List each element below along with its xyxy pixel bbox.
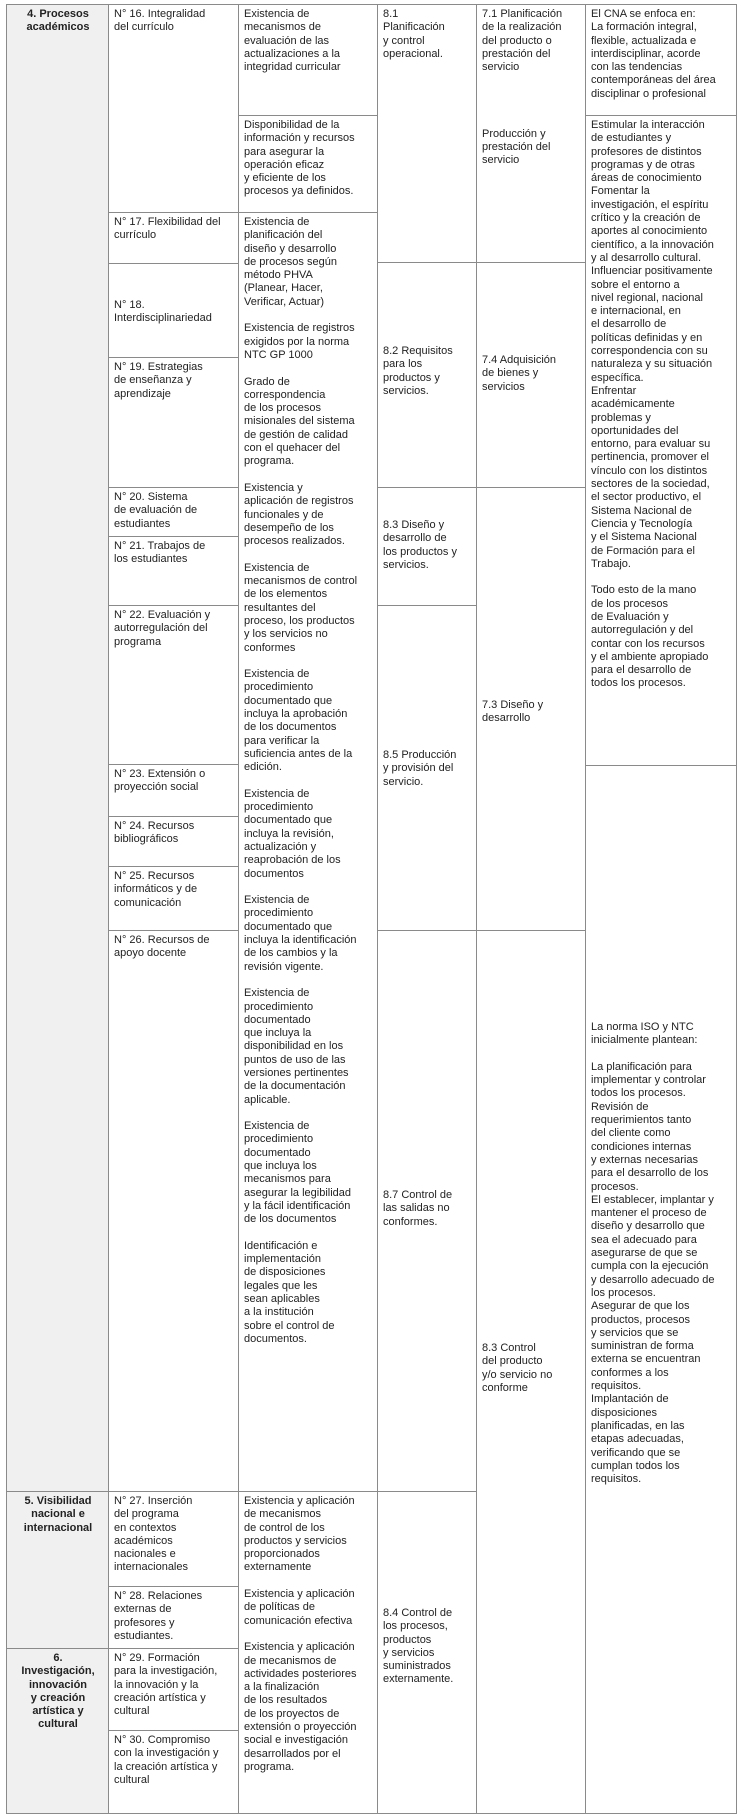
evidence-cell-2 <box>238 115 378 213</box>
factor-cell-investigacion <box>6 1648 109 1814</box>
evidence-text: Existencia de planificación del diseño y desarrollo de procesos según método PHVA (Planear, Hacer, Verificar, Actuar) Existencia de registros exigidos por la norma NTC GP 1000 Grado de correspondencia de los procesos misionales del sistema de gestión de calidad con el quehacer del programa. Existencia y aplicación de registros funcionales y de desempeño de los procesos realizados. Existencia de mecanismos de control de los elementos resultantes del proceso, los productos y los servicios no conformes Existencia de procedimiento documentado que incluya la aprobación de los documentos para verificar la suficiencia antes de la edición. Existencia de procedimiento documentado que incluya la revisión, actualización y reaprobación de los documentos Existencia de procedimiento documentado que incluya la identificación de los cambios y la revisión vigente. Existencia de procedimiento documentado que incluya la disponibilidad en los puntos de uso de las versiones pertinentes de la documentación aplicable. Existencia de procedimiento documentado que incluya los mecanismos para asegurar la legibilidad y la fácil identificación de los documentos Identificación e implementación de disposiciones legales que les sean aplicables a la institución sobre el control de documentos. <box>244 216 358 1345</box>
notes-text: El CNA se enfoca en: La formación integral, flexible, actualizada e interdisciplinar, acorde con las tendencias contemporáneas del área disciplinar o profesional <box>591 8 716 100</box>
ntc-clause-text: 7.1 Planificación de la realización del producto o prestación del servicio Producción y prestación del servicio <box>482 8 563 167</box>
characteristic-cell-24 <box>108 816 239 867</box>
evidence-text: Existencia y aplicación de mecanismos de control de los productos y servicios proporcionados externamente Existencia y aplicación de políticas de comunicación efectiva Existencia y aplicación de mecanismos de actividades posteriores a la finalización de los resultados de los proyectos de extensión o proyección social e investigación desarrollados por el programa. <box>244 1495 357 1773</box>
characteristic-label: N° 30. Compromiso con la investigación y la creación artística y cultural <box>114 1734 219 1786</box>
characteristic-cell-30 <box>108 1730 239 1814</box>
characteristic-label: N° 16. Integralidad del currículo <box>114 8 206 34</box>
evidence-cell-3 <box>238 212 378 1492</box>
evidence-text: Disponibilidad de la información y recursos para asegurar la operación eficaz y eficiente de los procesos ya definidos. <box>244 119 355 198</box>
characteristic-cell-20 <box>108 487 239 537</box>
iso-clause-text: 8.1 Planificación y control operacional. <box>383 8 445 60</box>
characteristic-cell-27 <box>108 1491 239 1587</box>
characteristic-label: N° 25. Recursos informáticos y de comunicación <box>114 870 198 909</box>
iso-clause-text: 8.5 Producción y provisión del servicio. <box>383 749 457 788</box>
notes-text: Estimular la interacción de estudiantes y profesores de distintos programas y de otras áreas de conocimiento Fomentar la investigación, el espíritu crítico y la creación de aportes al conocimiento científico, a la innovación y al desarrollo cultural. Influenciar positivamente sobre el entorno a nivel regional, nacional e internacional, en el desarrollo de políticas definidas y en correspondencia con su naturaleza y su situación específica. Enfrentar académicamente problemas y oportunidades del entorno, para evaluar su pertinencia, promover el vínculo con los distintos sectores de la sociedad, el sector productivo, el Sistema Nacional de Ciencia y Tecnología y el Sistema Nacional de Formación para el Trabajo. Todo esto de la mano de los procesos de Evaluación y autorregulación y del contar con los recursos y el ambiente apropiado para el desarrollo de todos los procesos. <box>591 119 714 690</box>
factor-label: 4. Procesos académicos <box>26 8 90 34</box>
characteristic-label: N° 19. Estrategias de enseñanza y aprendizaje <box>114 361 203 400</box>
notes-cell-iso-ntc <box>585 765 737 1814</box>
iso-clause-text: 8.4 Control de los procesos, productos y servicios suministrados externamente. <box>383 1607 454 1686</box>
ntc-clause-text: 7.4 Adquisición de bienes y servicios <box>482 354 556 393</box>
iso-clause-cell-8-7 <box>377 930 477 1492</box>
characteristic-label: N° 26. Recursos de apoyo docente <box>114 934 210 960</box>
ntc-clause-cell-8-3 <box>476 930 586 1814</box>
iso-clause-text: 8.7 Control de las salidas no conformes. <box>383 1189 453 1228</box>
iso-clause-cell-8-3 <box>377 487 477 606</box>
characteristic-label: N° 29. Formación para la investigación, la innovación y la creación artística y cultural <box>114 1652 218 1718</box>
notes-cell-objectives <box>585 115 737 766</box>
evidence-cell-1 <box>238 4 378 116</box>
characteristic-cell-18 <box>108 263 239 358</box>
iso-clause-cell-8-4 <box>377 1491 477 1814</box>
characteristic-cell-19 <box>108 357 239 488</box>
characteristic-cell-26 <box>108 930 239 1492</box>
ntc-clause-text: 8.3 Control del producto y/o servicio no conforme <box>482 1342 553 1394</box>
iso-clause-text: 8.2 Requisitos para los productos y servicios. <box>383 345 453 397</box>
iso-clause-cell-8-1 <box>377 4 477 263</box>
characteristic-label: N° 28. Relaciones externas de profesores y estudiantes. <box>114 1590 203 1642</box>
ntc-clause-cell-7-1 <box>476 4 586 263</box>
characteristic-cell-25 <box>108 866 239 931</box>
factor-cell-visibilidad <box>6 1491 109 1649</box>
characteristic-cell-29 <box>108 1648 239 1731</box>
ntc-clause-cell-7-3 <box>476 487 586 931</box>
notes-cell-cna <box>585 4 737 116</box>
characteristic-label: N° 27. Inserción del programa en contextos académicos nacionales e internacionales <box>114 1495 193 1574</box>
iso-clause-cell-8-2 <box>377 262 477 488</box>
characteristic-cell-22 <box>108 605 239 765</box>
iso-clause-text: 8.3 Diseño y desarrollo de los productos y servicios. <box>383 519 457 571</box>
characteristic-label: N° 21. Trabajos de los estudiantes <box>114 540 206 566</box>
factor-cell-procesos-academicos <box>6 4 109 1492</box>
ntc-clause-cell-7-4 <box>476 262 586 488</box>
characteristic-label: N° 23. Extensión o proyección social <box>114 768 206 794</box>
characteristic-label: N° 20. Sistema de evaluación de estudiantes <box>114 491 198 530</box>
characteristic-cell-28 <box>108 1586 239 1649</box>
characteristic-cell-23 <box>108 764 239 817</box>
factor-label: 5. Visibilidad nacional e internacional <box>23 1495 93 1534</box>
notes-text: La norma ISO y NTC inicialmente plantean: La planificación para implementar y controlar todos los procesos. Revisión de requerimientos tanto del cliente como condiciones internas y externas necesarias para el desarrollo de los procesos. El establecer, implantar y mantener el proceso de diseño y desarrollo que sea el adecuado para asegurarse de que se cumpla con la ejecución y desarrollo adecuado de los procesos. Asegurar de que los productos, procesos y servicios que se suministran de forma externa se encuentran conformes a los requisitos. Implantación de disposiciones planificadas, en las etapas adecuadas, verificando que se cumplan todos los requisitos. <box>591 1021 715 1486</box>
characteristic-label: N° 24. Recursos bibliográficos <box>114 820 195 846</box>
ntc-clause-text: 7.3 Diseño y desarrollo <box>482 699 544 725</box>
characteristic-label: N° 22. Evaluación y autorregulación del programa <box>114 609 211 648</box>
characteristic-cell-21 <box>108 536 239 606</box>
evidence-cell-4 <box>238 1491 378 1814</box>
evidence-text: Existencia de mecanismos de evaluación de las actualizaciones a la integridad curricular <box>244 8 341 74</box>
characteristic-cell-16 <box>108 4 239 213</box>
characteristic-label: N° 18. Interdisciplinariedad <box>114 299 212 325</box>
characteristic-cell-17 <box>108 212 239 264</box>
factor-label: 6. Investigación, innovación y creación artística y cultural <box>21 1652 95 1731</box>
characteristic-label: N° 17. Flexibilidad del currículo <box>114 216 221 242</box>
iso-clause-cell-8-5 <box>377 605 477 931</box>
